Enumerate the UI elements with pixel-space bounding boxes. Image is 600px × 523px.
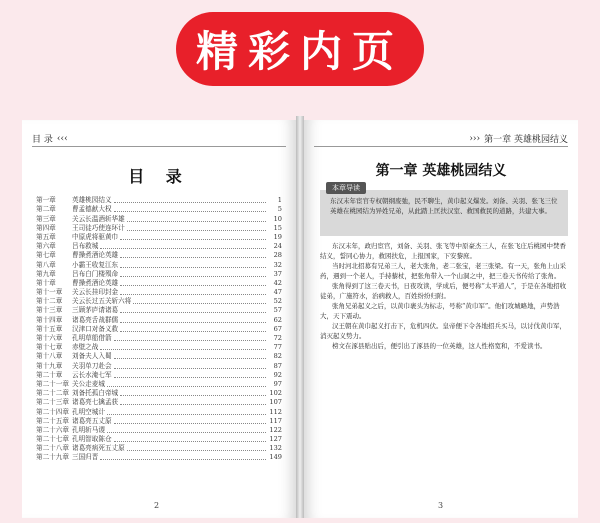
body-paragraph: 张角得到了这三卷天书，日夜攻读，学成后，便号称“太平道人”，于是在各地招收徒弟，广施符水，治病救人，百姓纷纷归附。 [320, 282, 567, 300]
toc-entry[interactable] [36, 196, 282, 205]
toc-leader-dots [100, 459, 266, 460]
toc-entry[interactable] [36, 426, 282, 435]
toc-chapter-number: 第十八章 [36, 352, 63, 361]
toc-page-number: 19 [273, 232, 282, 241]
toc-leader-dots [114, 211, 266, 212]
toc-page-number: 57 [273, 306, 282, 315]
body-paragraph: 张角兄弟起义之后，以黄巾裹头为标志，号称“黄巾军”。他们攻城略地，声势浩大，天下震动。 [320, 302, 560, 320]
toc-page-number: 47 [273, 288, 282, 297]
toc-entry[interactable] [36, 361, 282, 370]
toc-chapter-title: 曹操煮酒论英雄 [72, 251, 119, 260]
toc-entry[interactable] [36, 224, 282, 233]
left-header-arrows: ‹‹‹ [56, 133, 68, 144]
toc-chapter-title: 吕布救城 [72, 242, 99, 251]
toc-chapter-title: 小霸王收复江东 [72, 260, 119, 269]
toc-chapter-title: 关羽单刀赴会 [72, 361, 112, 370]
toc-chapter-number: 第十七章 [36, 343, 63, 352]
toc-entry[interactable] [36, 242, 282, 251]
toc-page-number: 28 [273, 251, 282, 260]
toc-entry[interactable] [36, 297, 282, 306]
toc-chapter-title: 诸葛亮七擒孟获 [72, 398, 119, 407]
toc-leader-dots [120, 312, 266, 313]
toc-chapter-number: 第四章 [36, 223, 56, 232]
book-spine [296, 116, 304, 518]
toc-chapter-title: 云长水淹七军 [72, 370, 112, 379]
toc-entry[interactable] [36, 214, 282, 223]
toc-entry[interactable] [36, 315, 282, 324]
toc-chapter-title: 孔明智取陈仓 [72, 435, 112, 444]
toc-chapter-number: 第二十七章 [36, 435, 69, 444]
toc-page-number: 107 [269, 398, 282, 407]
toc-page-number: 77 [273, 343, 282, 352]
toc-page-number: 102 [269, 389, 282, 398]
toc-chapter-title: 英雄桃园结义 [72, 196, 112, 205]
toc-leader-dots [114, 340, 266, 341]
toc-leader-dots [114, 423, 266, 424]
toc-page-number: 117 [269, 416, 282, 425]
toc-page-number: 32 [273, 260, 282, 269]
toc-entry[interactable] [36, 233, 282, 242]
body-paragraph: 汉王朝在黄巾起义打击下，危机四伏。皇帝便下令各地招兵买马，以讨伐黄巾军，消灭起义势力。 [320, 322, 566, 340]
toc-chapter-title: 孔明空城计 [72, 407, 105, 416]
right-page [304, 120, 578, 518]
toc-chapter-title: 曹孟德献大权 [72, 205, 112, 214]
toc-entry[interactable] [36, 407, 282, 416]
left-page-number: 2 [154, 501, 160, 510]
toc-chapter-number: 第七章 [36, 251, 56, 260]
toc-leader-dots [114, 202, 266, 203]
toc-chapter-number: 第二十九章 [36, 453, 69, 462]
open-book [20, 112, 580, 520]
chapter-title: 第一章 英雄桃园结义 [375, 163, 507, 179]
toc-leader-dots [120, 239, 266, 240]
toc-leader-dots [133, 303, 266, 304]
toc-chapter-number: 第二十八章 [36, 444, 69, 453]
right-page-number: 3 [438, 501, 444, 510]
toc-chapter-title: 诸葛亮五丈原 [72, 416, 112, 425]
toc-chapter-number: 第二十四章 [36, 407, 69, 416]
banner-title: 精彩内页 [195, 27, 404, 76]
toc-leader-dots [127, 221, 266, 222]
toc-chapter-number: 第一章 [36, 196, 56, 205]
toc-leader-dots [107, 386, 266, 387]
toc-chapter-number: 第二十一章 [36, 379, 69, 388]
toc-page-number: 24 [273, 242, 282, 251]
toc-entry[interactable] [36, 444, 282, 453]
toc-list [36, 196, 282, 462]
toc-leader-dots [120, 276, 266, 277]
toc-chapter-number: 第六章 [36, 242, 56, 251]
toc-page-number: 149 [269, 453, 282, 462]
toc-leader-dots [114, 441, 266, 442]
toc-chapter-title: 诸葛亮舌战群儒 [72, 315, 119, 324]
toc-leader-dots [120, 404, 266, 405]
toc-leader-dots [120, 395, 266, 396]
toc-page-number: 112 [269, 407, 282, 416]
body-paragraph: 当时河北招募有兄弟三人，老大张角，老二张宝，老三张梁。有一天，张角上山采药，遇到一个老人，手持藜杖，把张角带入一个山洞之中，把三卷天书传给了张角。 [320, 262, 566, 280]
toc-page-number: 37 [273, 269, 282, 278]
toc-leader-dots [100, 248, 266, 249]
toc-page-number: 15 [273, 223, 282, 232]
toc-entry[interactable] [36, 389, 282, 398]
toc-leader-dots [120, 257, 266, 258]
toc-page-number: 92 [273, 370, 282, 379]
toc-chapter-number: 第二十五章 [36, 416, 69, 425]
right-header-title: 第一章 英雄桃园结义 [484, 135, 568, 145]
toc-chapter-number: 第三章 [36, 214, 56, 223]
toc-entry[interactable] [36, 288, 282, 297]
toc-chapter-number: 第十九章 [36, 361, 63, 370]
toc-title: 目 录 [128, 167, 190, 186]
toc-chapter-number: 第二十章 [36, 370, 63, 379]
right-header-rule [314, 146, 568, 147]
toc-page-number: 1 [277, 196, 282, 205]
toc-entry[interactable] [36, 417, 282, 426]
toc-chapter-number: 第十六章 [36, 334, 63, 342]
toc-leader-dots [107, 414, 266, 415]
body-paragraph: 榜文在涿县贴出后，便引出了涿县的一位英雄，这人性格宽和，不爱读书。 [332, 342, 547, 350]
chapter-summary-box [320, 190, 568, 236]
toc-chapter-number: 第十章 [36, 278, 56, 287]
toc-page-number: 132 [269, 444, 282, 453]
toc-page-number: 72 [273, 334, 282, 342]
right-header-arrows: ››› [469, 133, 481, 144]
toc-chapter-title: 刘备托孤白帝城 [72, 389, 119, 398]
toc-chapter-title: 关云长挂印封金 [72, 288, 119, 297]
toc-leader-dots [120, 331, 266, 332]
toc-page-number: 97 [273, 379, 282, 388]
toc-chapter-number: 第二十六章 [36, 425, 69, 434]
toc-entry[interactable] [36, 279, 282, 288]
toc-leader-dots [107, 432, 266, 433]
toc-chapter-number: 第二十二章 [36, 389, 69, 398]
toc-chapter-title: 孔明斩马谡 [72, 425, 105, 434]
toc-page-number: 42 [273, 278, 282, 287]
toc-entry[interactable] [36, 343, 282, 352]
toc-leader-dots [100, 349, 266, 350]
toc-entry[interactable] [36, 453, 282, 462]
toc-leader-dots [114, 368, 266, 369]
toc-chapter-title: 三顾茅庐请诸葛 [72, 306, 119, 315]
toc-chapter-number: 第八章 [36, 260, 56, 269]
toc-chapter-number: 第十一章 [36, 288, 63, 297]
toc-entry[interactable] [36, 260, 282, 269]
toc-page-number: 122 [269, 425, 282, 434]
toc-page-number: 87 [273, 361, 282, 370]
toc-entry[interactable] [36, 380, 282, 389]
right-running-header [469, 132, 568, 145]
toc-entry[interactable] [36, 371, 282, 380]
toc-leader-dots [127, 230, 266, 231]
toc-entry[interactable] [36, 334, 282, 343]
toc-chapter-number: 第十三章 [36, 306, 63, 315]
toc-chapter-number: 第十四章 [36, 315, 63, 324]
toc-chapter-title: 关云长过五关斩六将 [72, 297, 132, 306]
toc-page-number: 127 [269, 435, 282, 444]
toc-entry[interactable] [36, 398, 282, 407]
toc-leader-dots [114, 377, 266, 378]
toc-leader-dots [120, 294, 266, 295]
toc-chapter-number: 第二章 [36, 205, 56, 214]
toc-chapter-title: 三国归晋 [72, 453, 99, 462]
toc-chapter-title: 诸葛亮病死五丈原 [72, 444, 125, 453]
chapter-summary-text: 东汉末年宦官专权朝纲废弛，民不聊生，黄巾起义爆发。刘备、关羽、张飞三位英雄在桃园结为异姓兄弟，从此踏上匡扶汉室、救国救民的道路，共建大事。 [330, 197, 558, 215]
body-paragraph: 东汉末年，政归宦官，刘备、关羽、张飞等中原豪杰三人，在张飞庄后桃园中焚香结义，誓同心协力，救困扶危，上报国家，下安黎庶。 [320, 242, 566, 260]
toc-chapter-title: 中原虎将驱黄巾 [72, 232, 119, 241]
toc-leader-dots [127, 450, 266, 451]
toc-leader-dots [120, 267, 266, 268]
left-running-header [32, 132, 68, 145]
toc-entry[interactable] [36, 251, 282, 260]
left-page [22, 120, 296, 518]
toc-chapter-title: 曹操煮酒论英雄 [72, 278, 119, 287]
toc-page-number: 67 [273, 324, 282, 333]
toc-leader-dots [114, 358, 266, 359]
toc-chapter-number: 第二十三章 [36, 398, 69, 407]
toc-chapter-number: 第五章 [36, 232, 56, 241]
left-header-rule [32, 146, 286, 147]
toc-chapter-number: 第九章 [36, 269, 56, 278]
toc-page-number: 62 [273, 315, 282, 324]
toc-chapter-title: 赤壁之战 [72, 343, 99, 352]
toc-chapter-number: 第十二章 [36, 297, 63, 306]
left-header-title: 目 录 [32, 135, 53, 145]
toc-leader-dots [120, 285, 266, 286]
chapter-body [320, 242, 570, 353]
toc-chapter-title: 王司徒巧使连环计 [72, 223, 125, 232]
toc-chapter-title: 关云长温酒斩华雄 [72, 214, 125, 223]
toc-page-number: 52 [273, 297, 282, 306]
toc-chapter-title: 汉津口对备义救 [72, 324, 119, 333]
toc-entry[interactable] [36, 306, 282, 315]
toc-page-number: 5 [277, 205, 282, 214]
toc-chapter-title: 孔明草船借箭 [72, 334, 112, 342]
toc-chapter-title: 刘备夫人入蜀 [72, 352, 112, 361]
toc-page-number: 10 [273, 214, 282, 223]
toc-entry[interactable] [36, 352, 282, 361]
toc-leader-dots [120, 322, 266, 323]
banner [176, 12, 424, 86]
toc-chapter-title: 吕布白门楼殒命 [72, 269, 119, 278]
summary-label: 本章导读 [326, 182, 366, 194]
toc-chapter-title: 关公走麦城 [72, 379, 105, 388]
toc-entry[interactable] [36, 205, 282, 214]
toc-page-number: 82 [273, 352, 282, 361]
toc-entry[interactable] [36, 270, 282, 279]
toc-chapter-number: 第十五章 [36, 324, 63, 333]
toc-entry[interactable] [36, 435, 282, 444]
toc-entry[interactable] [36, 325, 282, 334]
